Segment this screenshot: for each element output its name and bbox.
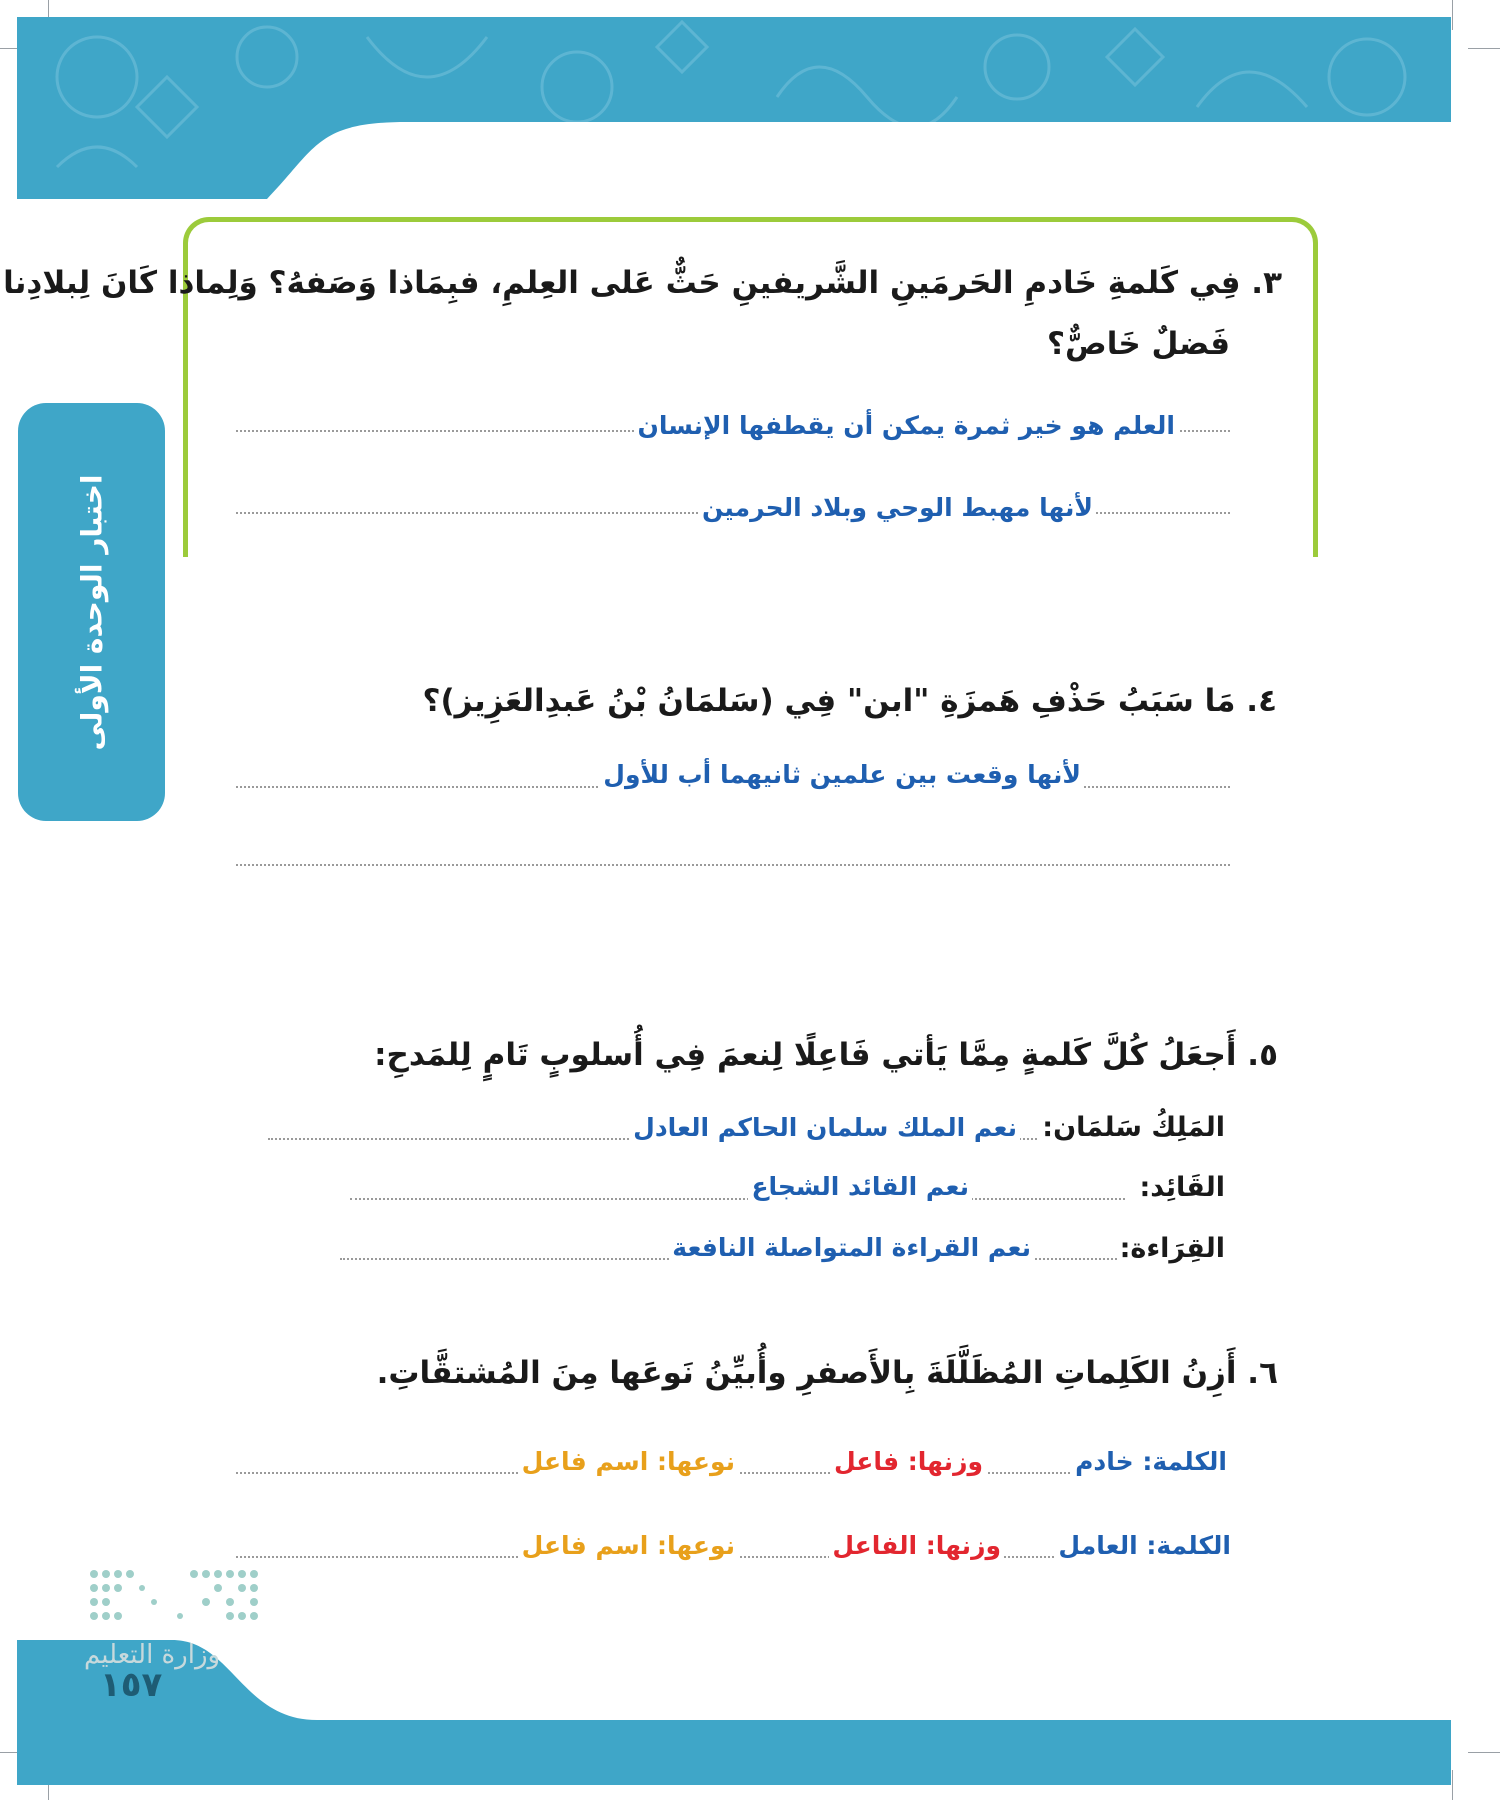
- header-curve: [17, 17, 1451, 199]
- q6-row-1-weight: وزنها: فاعل: [831, 1447, 986, 1476]
- q5-item-1-label: المَلِكُ سَلمَان:: [1039, 1112, 1228, 1143]
- q6-row-2-type: نوعها: اسم فاعل: [519, 1531, 738, 1560]
- question-4: ٤. مَا سَبَبُ حَذْفِ هَمزَةِ "ابن" فِي (سَلمَانُ بْنُ عَبدِالعَزِيز)؟: [422, 683, 1277, 719]
- q5-item-2-answer: نعم القائد الشجاع: [748, 1172, 972, 1201]
- q4-answer-1: لأنها وقعت بين علمين ثانيهما أب للأول: [600, 760, 1084, 789]
- q6-row-1-type: نوعها: اسم فاعل: [519, 1447, 738, 1476]
- unit-side-tab: [18, 403, 165, 821]
- q3-answer-2: لأنها مهبط الوحي وبلاد الحرمين: [699, 493, 1096, 522]
- question-5: ٥. أَجعَلُ كُلَّ كَلمةٍ مِمَّا يَأتي فَاعِلًا لِنعمَ فِي أُسلوبٍ تَامٍ لِلمَدحِ:: [374, 1037, 1278, 1073]
- q5-item-3-label: القِرَاءة:: [1117, 1233, 1228, 1264]
- question-6: ٦. أَزِنُ الكَلِماتِ المُظَلَّلَةَ بِالأَصفرِ وأُبيِّنُ نَوعَها مِنَ المُشتقَّاتِ.: [376, 1355, 1278, 1391]
- ministry-logo-text: وزارة التعليم: [84, 1640, 221, 1670]
- header-band: [17, 17, 1451, 199]
- crop-mark: [1468, 48, 1500, 49]
- crop-mark: [1468, 1752, 1500, 1753]
- q5-item-2-label: القَائِد:: [1137, 1172, 1229, 1203]
- answer-line: [350, 1198, 1125, 1200]
- q6-row-2-word: الكلمة: العامل: [1055, 1531, 1234, 1560]
- crop-mark: [1452, 1770, 1453, 1800]
- q5-item-3-answer: نعم القراءة المتواصلة النافعة: [669, 1233, 1034, 1262]
- crop-mark: [1452, 0, 1453, 30]
- q6-row-1-word: الكلمة: خادم: [1072, 1447, 1230, 1476]
- page-number: ١٥٧: [100, 1665, 163, 1705]
- ministry-logo-icon: [84, 1564, 264, 1634]
- q3-answer-1: العلم هو خير ثمرة يمكن أن يقطفها الإنسان: [635, 411, 1179, 440]
- question-3-line2: فَضلٌ خَاصٌّ؟: [1047, 326, 1230, 362]
- side-tab-label: اختبار الوحدة الأولى: [75, 473, 109, 751]
- answer-line: [236, 864, 1230, 866]
- q5-item-1-answer: نعم الملك سلمان الحاكم العادل: [630, 1113, 1020, 1142]
- footer-band: [17, 1640, 1451, 1785]
- question-3-line1: ٣. فِي كَلمةِ خَادمِ الحَرمَينِ الشَّريفينِ حَثٌّ عَلى العِلمِ، فبِمَاذا وَصَفهُ؟ وَلِماذا كَانَ لِبلادِنا: [3, 265, 1282, 301]
- q6-row-2-weight: وزنها: الفاعل: [829, 1531, 1004, 1560]
